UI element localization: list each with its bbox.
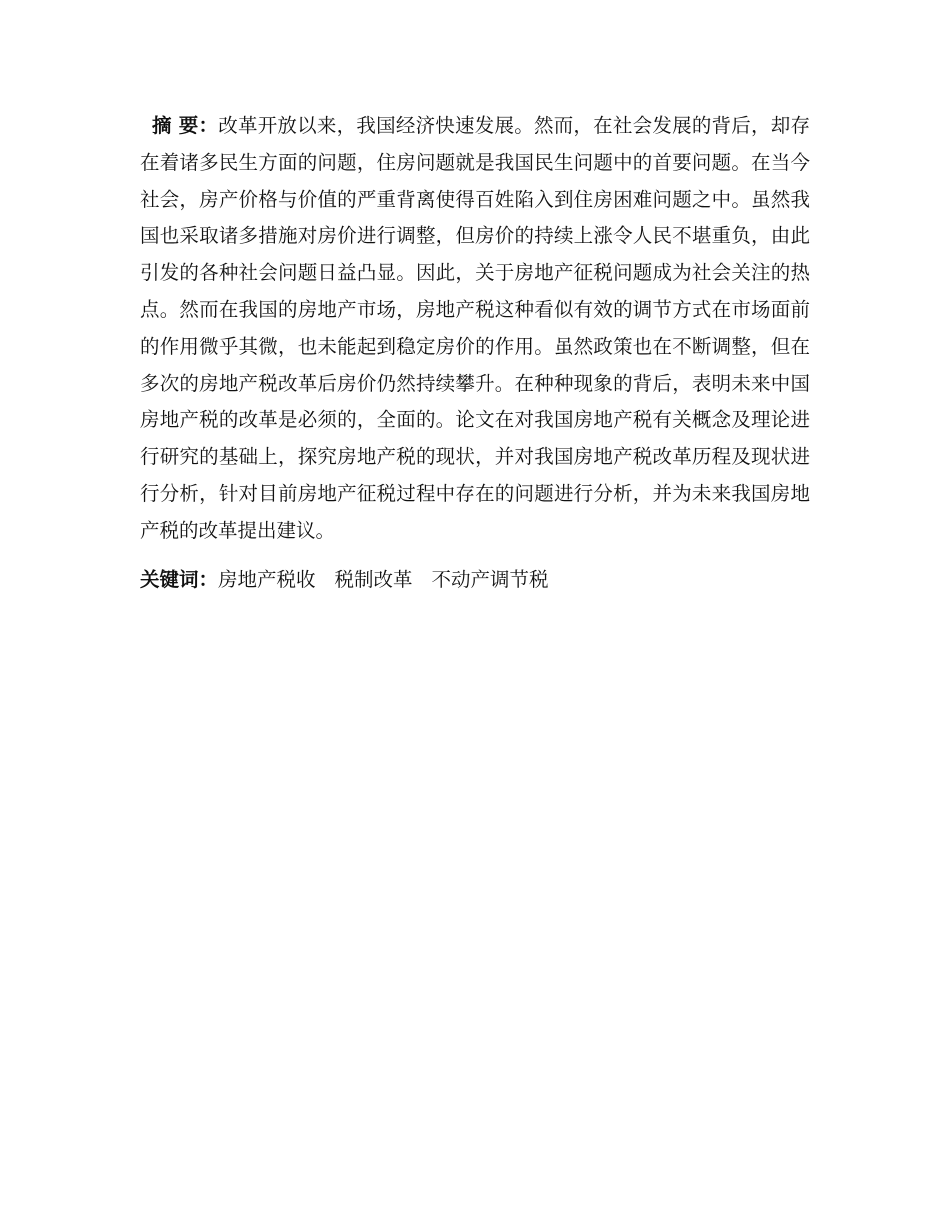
document-page bbox=[140, 108, 810, 598]
keyword-item: 房地产税收 bbox=[218, 567, 316, 591]
keywords-label: 关键词： bbox=[140, 567, 219, 591]
keywords-line bbox=[140, 562, 810, 599]
abstract-label: 摘 要： bbox=[152, 114, 219, 137]
keyword-item: 不动产调节税 bbox=[431, 567, 549, 591]
abstract-text: 改革开放以来，我国经济快速发展。然而，在社会发展的背后，却存在着诸多民生方面的问题，住房问题就是我国民生问题中的首要问题。在当今社会，房产价格与价值的严重背离使得百姓陷入到住房困难问题之中。虽然我国也采取诸多措施对房价进行调整，但房价的持续上涨令人民不堪重负，由此引发的各种社会问题日益凸显。因此，关于房地产征税问题成为社会关注的热点。然而在我国的房地产市场，房地产税这种看似有效的调节方式在市场面前的作用微乎其微，也未能起到稳定房价的作用。虽然政策也在不断调整，但在多次的房地产税改革后房价仍然持续攀升。在种种现象的背后，表明未来中国房地产税的改革是必须的，全面的。论文在对我国房地产税有关概念及理论进行研究的基础上，探究房地产税的现状，并对我国房地产税改革历程及现状进行分析，针对目前房地产征税过程中存在的问题进行分析，并为未来我国房地产税的改革提出建议。 bbox=[140, 114, 810, 542]
abstract-paragraph bbox=[140, 108, 810, 550]
keyword-item: 税制改革 bbox=[334, 567, 413, 591]
